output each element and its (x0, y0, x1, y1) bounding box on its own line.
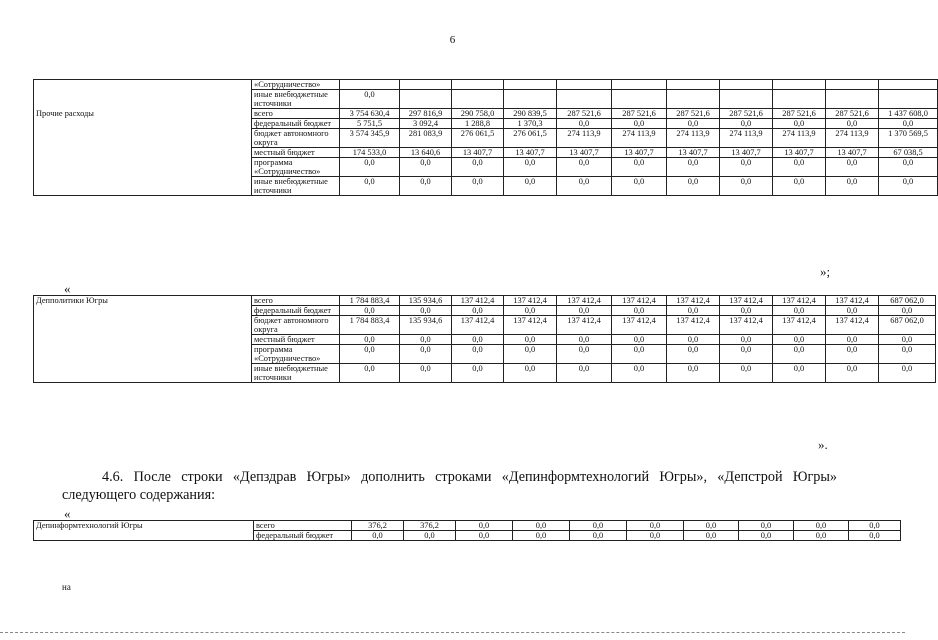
row-value-cell (720, 90, 773, 109)
row-value-cell: 0,0 (773, 335, 826, 345)
table-row (34, 177, 938, 196)
row-value-cell: 0,0 (452, 177, 504, 196)
row-program-name (34, 90, 252, 109)
row-value-cell: 0,0 (504, 177, 557, 196)
row-value-cell: 0,0 (340, 177, 400, 196)
row-value-cell: 0,0 (570, 521, 627, 531)
row-program-name (34, 364, 252, 383)
row-value-cell: 0,0 (667, 158, 720, 177)
row-value-cell: 0,0 (612, 335, 667, 345)
row-funding-source: бюджет автономного округа (252, 316, 340, 335)
row-value-cell: 0,0 (504, 345, 557, 364)
row-value-cell: 0,0 (504, 335, 557, 345)
row-value-cell: 0,0 (826, 364, 879, 383)
row-value-cell: 0,0 (826, 177, 879, 196)
row-value-cell: 0,0 (720, 119, 773, 129)
row-value-cell: 0,0 (452, 158, 504, 177)
row-value-cell: 0,0 (612, 364, 667, 383)
row-value-cell: 0,0 (684, 531, 739, 541)
row-program-name (34, 148, 252, 158)
row-program-name (34, 177, 252, 196)
row-value-cell: 287 521,6 (720, 109, 773, 119)
row-value-cell: 0,0 (340, 306, 400, 316)
table-row (34, 364, 936, 383)
amendment-text: 4.6. После строки «Депздрав Югры» дополнить строками «Депинформтехнологий Югры», «Депстрой Югры» следующего содержания: (62, 469, 837, 503)
row-value-cell (400, 90, 452, 109)
budget-table-depolitiki (33, 295, 936, 383)
row-value-cell: 0,0 (513, 521, 570, 531)
row-value-cell: 0,0 (849, 521, 901, 531)
row-value-cell: 13 407,7 (720, 148, 773, 158)
row-value-cell: 0,0 (557, 345, 612, 364)
row-value-cell: 287 521,6 (667, 109, 720, 119)
row-value-cell (773, 80, 826, 90)
row-value-cell: 0,0 (720, 364, 773, 383)
row-value-cell: 0,0 (504, 364, 557, 383)
row-value-cell: 274 113,9 (826, 129, 879, 148)
row-value-cell: 0,0 (826, 119, 879, 129)
row-value-cell: 0,0 (879, 119, 938, 129)
row-program-name (34, 335, 252, 345)
row-value-cell: 0,0 (557, 306, 612, 316)
row-value-cell (773, 90, 826, 109)
row-value-cell: 276 061,5 (504, 129, 557, 148)
row-value-cell: 0,0 (879, 335, 936, 345)
row-value-cell: 137 412,4 (452, 316, 504, 335)
row-value-cell: 281 083,9 (400, 129, 452, 148)
row-value-cell: 137 412,4 (826, 316, 879, 335)
table-row (34, 531, 901, 541)
row-value-cell (612, 80, 667, 90)
row-value-cell: 0,0 (557, 158, 612, 177)
row-funding-source: «Сотрудничество» (252, 80, 340, 90)
row-value-cell: 0,0 (773, 345, 826, 364)
row-value-cell (452, 90, 504, 109)
row-value-cell: 174 533,0 (340, 148, 400, 158)
row-value-cell: 0,0 (739, 531, 794, 541)
row-value-cell: 0,0 (612, 306, 667, 316)
row-program-name (34, 158, 252, 177)
row-value-cell: 3 574 345,9 (340, 129, 400, 148)
row-funding-source: федеральный бюджет (252, 119, 340, 129)
row-value-cell (452, 80, 504, 90)
row-value-cell: 0,0 (667, 335, 720, 345)
row-value-cell: 137 412,4 (773, 296, 826, 306)
row-value-cell: 0,0 (404, 531, 456, 541)
row-value-cell: 274 113,9 (557, 129, 612, 148)
row-value-cell (879, 80, 938, 90)
row-value-cell (557, 80, 612, 90)
row-value-cell: 274 113,9 (667, 129, 720, 148)
row-value-cell: 0,0 (400, 177, 452, 196)
row-program-name (34, 306, 252, 316)
row-value-cell: 0,0 (612, 158, 667, 177)
table-row (34, 119, 938, 129)
table-row (34, 306, 936, 316)
row-value-cell: 13 407,7 (612, 148, 667, 158)
row-value-cell: 376,2 (352, 521, 404, 531)
row-value-cell: 137 412,4 (667, 316, 720, 335)
row-value-cell: 274 113,9 (612, 129, 667, 148)
row-value-cell: 0,0 (773, 306, 826, 316)
table-row (34, 90, 938, 109)
row-value-cell: 0,0 (667, 364, 720, 383)
budget-table-depinformtech (33, 520, 901, 541)
row-value-cell: 0,0 (400, 335, 452, 345)
row-value-cell: 137 412,4 (773, 316, 826, 335)
row-value-cell: 5 751,5 (340, 119, 400, 129)
row-value-cell: 0,0 (773, 119, 826, 129)
table-row (34, 335, 936, 345)
row-value-cell: 67 038,5 (879, 148, 938, 158)
row-value-cell: 0,0 (773, 177, 826, 196)
row-value-cell: 0,0 (879, 158, 938, 177)
row-funding-source: всего (252, 296, 340, 306)
row-value-cell: 290 839,5 (504, 109, 557, 119)
row-value-cell: 135 934,6 (400, 296, 452, 306)
row-value-cell: 0,0 (720, 177, 773, 196)
row-value-cell (667, 90, 720, 109)
row-value-cell (504, 80, 557, 90)
row-value-cell (400, 80, 452, 90)
budget-table-other-expenses (33, 79, 938, 196)
row-value-cell: 0,0 (794, 531, 849, 541)
row-program-name: Прочие расходы (34, 109, 252, 119)
row-value-cell: 13 407,7 (504, 148, 557, 158)
row-value-cell: 0,0 (720, 158, 773, 177)
row-program-name: Депинформтехнологий Югры (34, 521, 254, 531)
table-row (34, 158, 938, 177)
row-value-cell: 0,0 (557, 335, 612, 345)
row-value-cell: 137 412,4 (504, 296, 557, 306)
row-value-cell: 0,0 (452, 345, 504, 364)
row-program-name (34, 531, 254, 541)
row-value-cell: 0,0 (452, 306, 504, 316)
row-value-cell: 0,0 (879, 345, 936, 364)
row-value-cell: 13 407,7 (826, 148, 879, 158)
closing-quote-2: ». (818, 437, 828, 452)
table-row (34, 80, 938, 90)
table-row (34, 316, 936, 335)
row-funding-source: иные внебюджетные источники (252, 177, 340, 196)
row-value-cell (826, 80, 879, 90)
row-funding-source: бюджет автономного округа (252, 129, 340, 148)
row-value-cell: 137 412,4 (452, 296, 504, 306)
row-value-cell: 0,0 (557, 177, 612, 196)
row-value-cell: 287 521,6 (773, 109, 826, 119)
row-value-cell: 274 113,9 (773, 129, 826, 148)
table-row (34, 296, 936, 306)
row-value-cell: 3 754 630,4 (340, 109, 400, 119)
row-value-cell: 0,0 (627, 521, 684, 531)
row-value-cell: 376,2 (404, 521, 456, 531)
row-value-cell: 0,0 (667, 345, 720, 364)
row-value-cell: 687 062,0 (879, 296, 936, 306)
row-value-cell: 287 521,6 (612, 109, 667, 119)
row-value-cell: 0,0 (557, 364, 612, 383)
row-value-cell: 290 758,0 (452, 109, 504, 119)
table-row (34, 521, 901, 531)
row-funding-source: всего (254, 521, 352, 531)
opening-quote-2: « (64, 281, 71, 296)
row-value-cell: 0,0 (400, 345, 452, 364)
row-value-cell: 0,0 (340, 158, 400, 177)
row-value-cell: 0,0 (773, 364, 826, 383)
row-value-cell (720, 80, 773, 90)
row-value-cell: 13 407,7 (773, 148, 826, 158)
row-value-cell: 0,0 (826, 345, 879, 364)
row-value-cell: 0,0 (667, 177, 720, 196)
page-number: 6 (449, 34, 456, 46)
row-value-cell: 0,0 (826, 158, 879, 177)
closing-quote-1: »; (820, 264, 831, 279)
row-value-cell: 0,0 (352, 531, 404, 541)
row-value-cell: 137 412,4 (720, 316, 773, 335)
row-program-name (34, 345, 252, 364)
row-value-cell: 0,0 (773, 158, 826, 177)
row-value-cell: 135 934,6 (400, 316, 452, 335)
row-value-cell: 1 288,8 (452, 119, 504, 129)
row-funding-source: программа «Сотрудничество» (252, 345, 340, 364)
row-funding-source: иные внебюджетные источники (252, 90, 340, 109)
row-funding-source: федеральный бюджет (254, 531, 352, 541)
row-value-cell: 0,0 (720, 306, 773, 316)
row-value-cell: 137 412,4 (667, 296, 720, 306)
row-value-cell: 0,0 (720, 345, 773, 364)
row-value-cell: 0,0 (627, 531, 684, 541)
row-value-cell: 0,0 (340, 345, 400, 364)
row-funding-source: местный бюджет (252, 148, 340, 158)
row-value-cell (667, 80, 720, 90)
row-value-cell: 0,0 (612, 119, 667, 129)
row-program-name: Депполитики Югры (34, 296, 252, 306)
row-value-cell: 0,0 (826, 306, 879, 316)
row-value-cell: 0,0 (452, 364, 504, 383)
amendment-paragraph (62, 468, 837, 504)
row-funding-source: федеральный бюджет (252, 306, 340, 316)
row-funding-source: местный бюджет (252, 335, 340, 345)
row-value-cell: 0,0 (612, 345, 667, 364)
row-value-cell: 1 370 569,5 (879, 129, 938, 148)
row-value-cell: 0,0 (720, 335, 773, 345)
row-value-cell: 0,0 (456, 521, 513, 531)
row-value-cell (504, 90, 557, 109)
row-value-cell: 137 412,4 (557, 296, 612, 306)
opening-quote-3: « (64, 506, 71, 521)
row-value-cell: 687 062,0 (879, 316, 936, 335)
row-value-cell: 0,0 (794, 521, 849, 531)
row-value-cell: 137 412,4 (612, 296, 667, 306)
row-funding-source: программа «Сотрудничество» (252, 158, 340, 177)
row-value-cell: 0,0 (612, 177, 667, 196)
row-value-cell: 1 784 883,4 (340, 296, 400, 306)
row-value-cell: 0,0 (400, 158, 452, 177)
row-program-name (34, 119, 252, 129)
row-value-cell: 0,0 (456, 531, 513, 541)
row-value-cell: 0,0 (400, 306, 452, 316)
row-value-cell: 0,0 (826, 335, 879, 345)
row-program-name (34, 316, 252, 335)
row-value-cell: 0,0 (452, 335, 504, 345)
table-row (34, 109, 938, 119)
row-value-cell: 0,0 (400, 364, 452, 383)
row-value-cell: 1 784 883,4 (340, 316, 400, 335)
row-value-cell (557, 90, 612, 109)
row-value-cell: 297 816,9 (400, 109, 452, 119)
row-value-cell: 274 113,9 (720, 129, 773, 148)
row-value-cell: 137 412,4 (557, 316, 612, 335)
row-value-cell: 1 370,3 (504, 119, 557, 129)
row-value-cell: 0,0 (879, 306, 936, 316)
row-value-cell: 1 437 608,0 (879, 109, 938, 119)
row-program-name (34, 129, 252, 148)
row-program-name (34, 80, 252, 90)
row-value-cell: 137 412,4 (612, 316, 667, 335)
row-value-cell: 137 412,4 (504, 316, 557, 335)
row-value-cell: 0,0 (340, 90, 400, 109)
row-value-cell: 0,0 (667, 306, 720, 316)
row-value-cell: 0,0 (667, 119, 720, 129)
row-value-cell: 0,0 (504, 158, 557, 177)
row-value-cell (612, 90, 667, 109)
row-value-cell: 3 092,4 (400, 119, 452, 129)
row-value-cell (879, 90, 938, 109)
table-row (34, 345, 936, 364)
table-row (34, 148, 938, 158)
row-value-cell (340, 80, 400, 90)
row-funding-source: иные внебюджетные источники (252, 364, 340, 383)
row-value-cell: 137 412,4 (826, 296, 879, 306)
row-value-cell: 287 521,6 (826, 109, 879, 119)
row-value-cell: 13 407,7 (452, 148, 504, 158)
row-value-cell (826, 90, 879, 109)
row-value-cell: 13 640,6 (400, 148, 452, 158)
row-value-cell: 13 407,7 (557, 148, 612, 158)
row-value-cell: 13 407,7 (667, 148, 720, 158)
row-value-cell: 0,0 (570, 531, 627, 541)
row-value-cell: 0,0 (504, 306, 557, 316)
row-value-cell: 0,0 (739, 521, 794, 531)
row-value-cell: 0,0 (340, 335, 400, 345)
scan-edge-line (0, 632, 905, 633)
row-funding-source: всего (252, 109, 340, 119)
row-value-cell: 276 061,5 (452, 129, 504, 148)
row-value-cell: 287 521,6 (557, 109, 612, 119)
row-value-cell: 0,0 (879, 364, 936, 383)
row-value-cell: 0,0 (879, 177, 938, 196)
page-continuation-word: на (62, 582, 71, 592)
row-value-cell: 0,0 (684, 521, 739, 531)
row-value-cell: 0,0 (557, 119, 612, 129)
row-value-cell: 0,0 (340, 364, 400, 383)
table-row (34, 129, 938, 148)
row-value-cell: 0,0 (513, 531, 570, 541)
row-value-cell: 137 412,4 (720, 296, 773, 306)
row-value-cell: 0,0 (849, 531, 901, 541)
